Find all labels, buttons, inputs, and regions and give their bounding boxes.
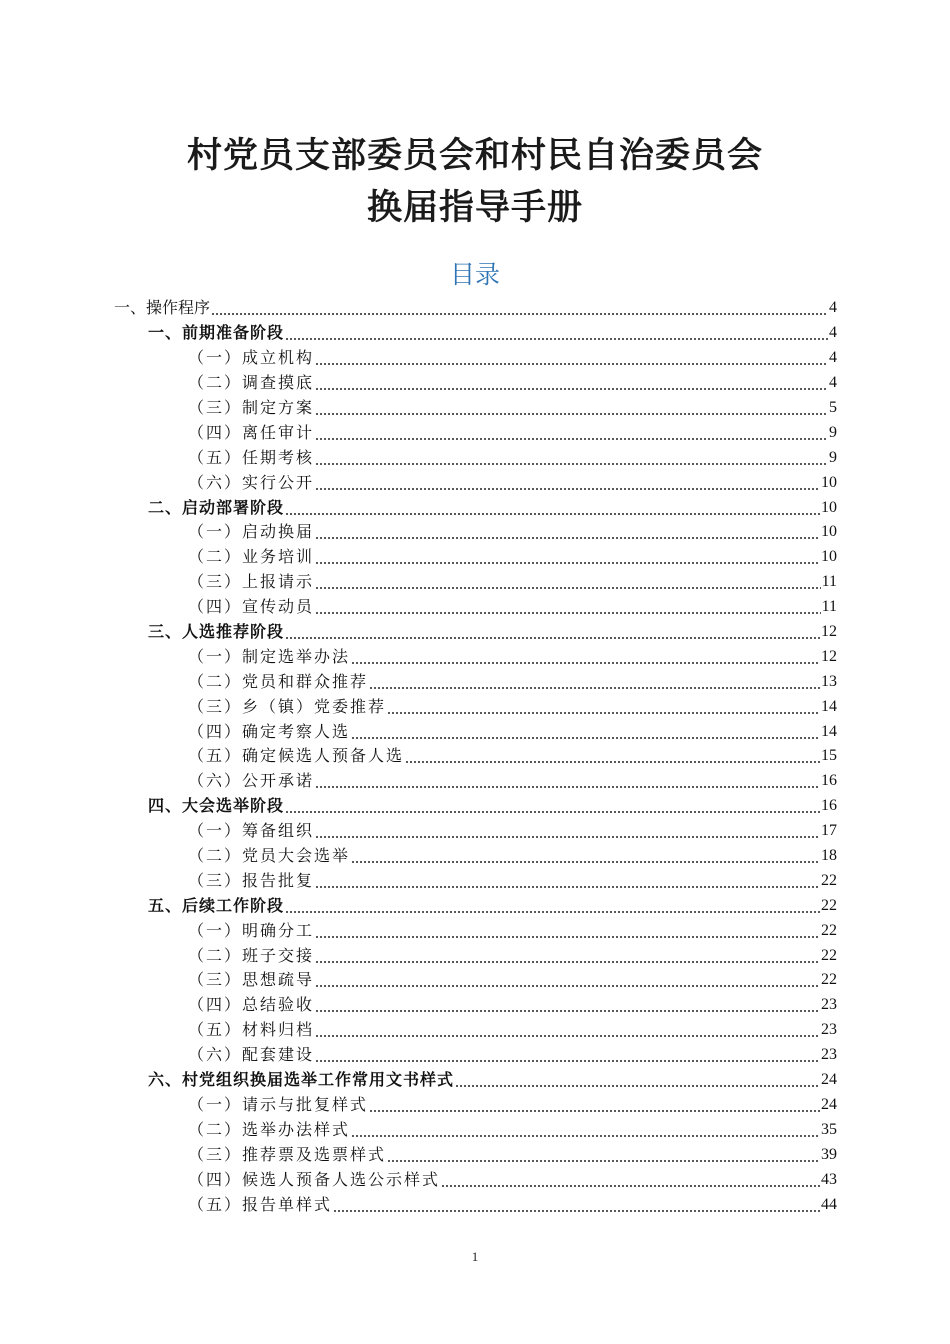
toc-entry-page: 4	[829, 324, 837, 342]
toc-entry[interactable]	[188, 868, 837, 893]
toc-entry-label: （三）推荐票及选票样式	[188, 1144, 387, 1164]
dot-leader	[285, 324, 828, 342]
dot-leader	[315, 1046, 820, 1064]
toc-entry-page: 39	[821, 1145, 837, 1163]
dot-leader	[387, 698, 820, 716]
dot-leader	[351, 648, 820, 666]
toc-entry-page: 12	[821, 623, 837, 641]
toc-entry-label: （一）启动换届	[188, 522, 315, 542]
dot-leader	[351, 723, 820, 741]
toc-entry-page: 9	[829, 423, 837, 441]
toc-entry-page: 23	[821, 1021, 837, 1039]
toc-entry-page: 16	[821, 772, 837, 790]
dot-leader	[315, 971, 820, 989]
toc-entry-label: （二）党员大会选举	[188, 846, 351, 866]
document-title-line1: 村党员支部委员会和村民自治委员会	[186, 135, 763, 176]
toc-entry[interactable]	[188, 520, 837, 545]
toc-entry-page: 22	[821, 896, 837, 914]
dot-leader	[455, 1071, 820, 1089]
toc-entry-label: 二、启动部署阶段	[148, 497, 285, 517]
toc-entry-label: （二）调查摸底	[188, 373, 315, 393]
toc-entry[interactable]	[148, 1068, 837, 1093]
dot-leader	[315, 1021, 820, 1039]
toc-entry-page: 12	[821, 647, 837, 665]
toc-entry-page: 23	[821, 1046, 837, 1064]
dot-leader	[315, 947, 820, 965]
toc-entry-label: 四、大会选举阶段	[148, 796, 285, 816]
toc-entry-page: 13	[821, 672, 837, 690]
toc-entry-page: 22	[821, 921, 837, 939]
toc-entry[interactable]	[148, 893, 837, 918]
dot-leader	[285, 797, 820, 815]
table-of-contents	[0, 296, 950, 1217]
toc-entry-label: （三）制定方案	[188, 398, 315, 417]
toc-entry-label: （四）宣传动员	[188, 597, 315, 617]
toc-entry-label: （一）制定选举办法	[188, 646, 351, 666]
toc-entry-page: 18	[821, 847, 837, 865]
toc-entry-page: 24	[821, 1095, 837, 1113]
toc-entry[interactable]	[188, 844, 837, 869]
toc-entry-page: 11	[821, 573, 837, 591]
dot-leader	[315, 474, 820, 492]
toc-entry[interactable]	[188, 744, 837, 769]
toc-entry-label: 六、村党组织换届选举工作常用文书样式	[148, 1070, 455, 1090]
toc-entry-page: 10	[821, 548, 837, 566]
toc-entry[interactable]	[188, 918, 837, 943]
toc-entry-page: 17	[821, 822, 837, 840]
toc-entry-page: 44	[821, 1195, 837, 1213]
toc-entry-page: 22	[821, 971, 837, 989]
toc-entry-page: 4	[829, 349, 837, 367]
toc-entry[interactable]	[188, 719, 837, 744]
toc-entry[interactable]	[188, 819, 837, 844]
document-title-line2: 换届指导手册	[366, 187, 583, 228]
toc-entry-label: 一、操作程序	[114, 298, 211, 318]
toc-entry[interactable]	[188, 545, 837, 570]
toc-entry-label: （四）候选人预备人选公示样式	[188, 1169, 441, 1189]
toc-entry[interactable]	[148, 620, 837, 645]
toc-entry-label: （二）业务培训	[188, 547, 315, 567]
dot-leader	[441, 1171, 820, 1189]
toc-entry-page: 11	[821, 598, 837, 616]
dot-leader	[315, 573, 821, 591]
toc-entry-page: 22	[821, 871, 837, 889]
toc-entry-label: （三）乡（镇）党委推荐	[188, 696, 387, 716]
toc-entry-label: （六）公开承诺	[188, 771, 315, 791]
dot-leader	[351, 847, 820, 865]
toc-entry-label: （二）选举办法样式	[188, 1119, 351, 1139]
toc-entry[interactable]	[188, 1043, 837, 1068]
dot-leader	[369, 1096, 820, 1114]
dot-leader	[315, 772, 820, 790]
toc-entry-page: 15	[821, 747, 837, 765]
toc-heading: 目录	[449, 260, 500, 289]
dot-leader	[333, 1196, 820, 1214]
toc-entry[interactable]	[188, 1167, 837, 1192]
toc-entry[interactable]	[188, 1018, 837, 1043]
toc-entry[interactable]	[188, 420, 837, 445]
toc-entry[interactable]	[188, 644, 837, 669]
toc-entry-page: 10	[821, 523, 837, 541]
toc-entry-page: 4	[829, 299, 837, 317]
toc-entry-label: 三、人选推荐阶段	[148, 622, 285, 642]
dot-leader	[315, 598, 821, 616]
toc-entry[interactable]	[188, 669, 837, 694]
toc-entry-label: （二）班子交接	[188, 945, 315, 965]
toc-entry-label: （五）确定候选人预备人选	[188, 746, 405, 766]
dot-leader	[315, 822, 820, 840]
toc-entry[interactable]	[188, 396, 837, 421]
toc-entry-label: （四）总结验收	[188, 995, 315, 1015]
toc-entry-label: （四）确定考察人选	[188, 721, 351, 741]
toc-entry[interactable]	[188, 346, 837, 371]
dot-leader	[285, 623, 820, 641]
toc-entry[interactable]	[188, 371, 837, 396]
toc-entry-label: （五）报告单样式	[188, 1194, 333, 1214]
dot-leader	[315, 922, 820, 940]
dot-leader	[285, 897, 820, 915]
toc-entry-label: （一）请示与批复样式	[188, 1094, 369, 1114]
toc-entry[interactable]	[188, 968, 837, 993]
toc-entry-page: 22	[821, 946, 837, 964]
toc-entry[interactable]	[188, 1117, 837, 1142]
toc-entry-page: 43	[821, 1170, 837, 1188]
toc-entry-label: （六）实行公开	[188, 472, 315, 492]
toc-entry-page: 23	[821, 996, 837, 1014]
toc-entry-page: 35	[821, 1120, 837, 1138]
dot-leader	[285, 499, 820, 517]
dot-leader	[315, 349, 828, 367]
toc-entry[interactable]	[188, 1192, 837, 1217]
toc-entry[interactable]	[188, 1093, 837, 1118]
dot-leader	[315, 523, 820, 541]
dot-leader	[315, 996, 820, 1014]
toc-entry-label: 一、前期准备阶段	[148, 323, 285, 343]
toc-entry[interactable]	[148, 495, 837, 520]
toc-entry[interactable]	[148, 321, 837, 346]
dot-leader	[369, 673, 820, 691]
toc-entry-page: 9	[829, 448, 837, 466]
dot-leader	[315, 399, 828, 417]
toc-entry[interactable]	[188, 570, 837, 595]
toc-entry-label: （一）成立机构	[188, 348, 315, 368]
toc-entry[interactable]	[188, 1142, 837, 1167]
toc-entry-page: 24	[821, 1071, 837, 1089]
dot-leader	[315, 374, 828, 392]
toc-entry[interactable]	[188, 470, 837, 495]
toc-entry[interactable]	[188, 694, 837, 719]
toc-entry[interactable]	[114, 296, 837, 321]
toc-entry[interactable]	[188, 595, 837, 620]
toc-entry-label: （三）报告批复	[188, 870, 315, 890]
toc-entry-page: 10	[821, 498, 837, 516]
toc-entry-page: 5	[829, 399, 837, 416]
toc-entry-label: （三）上报请示	[188, 572, 315, 592]
toc-entry-label: 五、后续工作阶段	[148, 895, 285, 915]
dot-leader	[211, 299, 828, 317]
toc-entry-label: （二）党员和群众推荐	[188, 671, 369, 691]
toc-entry-label: （一）明确分工	[188, 920, 315, 940]
toc-entry[interactable]	[188, 993, 837, 1018]
toc-entry[interactable]	[188, 445, 837, 470]
toc-entry-label: （三）思想疏导	[188, 970, 315, 990]
toc-entry-label: （五）材料归档	[188, 1020, 315, 1040]
dot-leader	[315, 548, 820, 566]
toc-entry-label: （四）离任审计	[188, 422, 315, 442]
dot-leader	[315, 449, 828, 467]
dot-leader	[315, 424, 828, 442]
toc-entry-page: 14	[821, 697, 837, 715]
toc-entry-page: 10	[821, 473, 837, 491]
dot-leader	[315, 872, 820, 890]
toc-entry[interactable]	[188, 769, 837, 794]
toc-entry-label: （五）任期考核	[188, 447, 315, 467]
toc-entry-page: 14	[821, 722, 837, 740]
toc-entry[interactable]	[188, 943, 837, 968]
toc-entry-label: （一）筹备组织	[188, 821, 315, 841]
toc-entry-page: 4	[829, 374, 837, 392]
toc-entry-label: （六）配套建设	[188, 1045, 315, 1065]
dot-leader	[387, 1146, 820, 1164]
page-number: 1	[471, 1249, 479, 1264]
dot-leader	[351, 1121, 820, 1139]
toc-entry-page: 16	[821, 797, 837, 815]
dot-leader	[405, 747, 820, 765]
toc-entry[interactable]	[148, 794, 837, 819]
